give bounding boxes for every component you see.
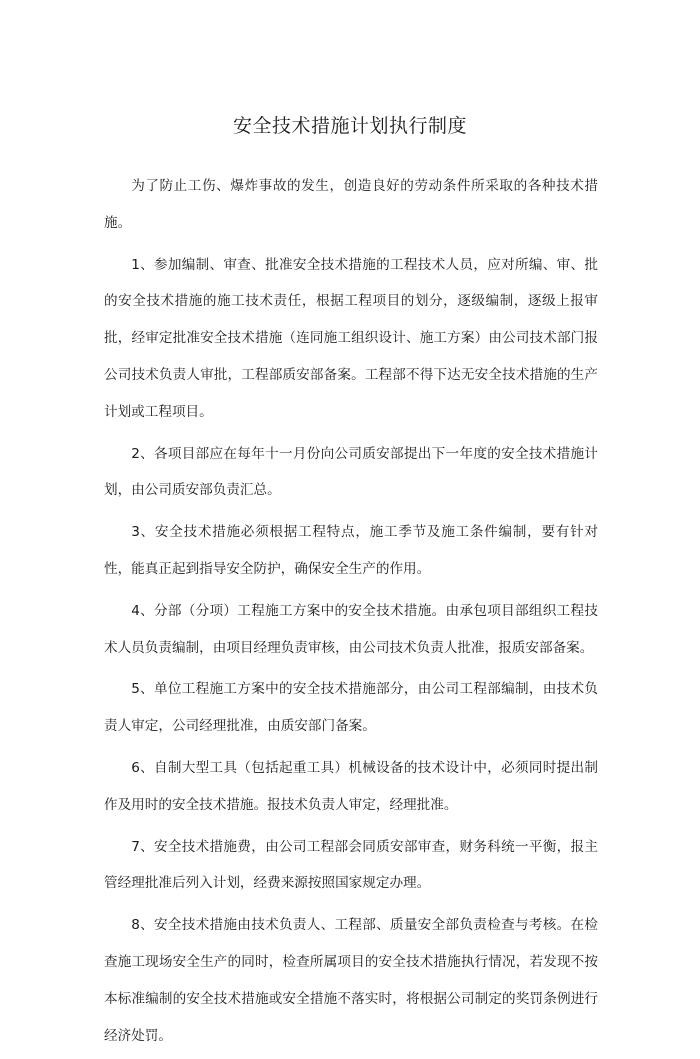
clause-4-paragraph: 4、分部（分项）工程施工方案中的安全技术措施。由承包项目部组织工程技术人员负责编制，由项目经理负责审核，由公司技术负责人批准，报质安部备案。 [104,602,598,656]
document-body [104,168,598,1059]
intro-paragraph: 为了防止工伤、爆炸事故的发生，创造良好的劳动条件所采取的各种技术措施。 [104,178,598,231]
clause-1-paragraph: 1、参加编制、审查、批准安全技术措施的工程技术人员，应对所编、审、批的安全技术措施的施工技术责任，根据工程项目的划分，逐级编制，逐级上报审批，经审定批准安全技术措施（连同施工组织设计、施工方案）由公司技术部门报公司技术负责人审批，工程部质安部备案。工程部不得下达无安全技术措施的生产计划或工程项目。 [104,256,598,420]
clause-3-paragraph: 3、安全技术措施必须根据工程特点，施工季节及施工条件编制，要有针对性，能真正起到指导安全防护，确保安全生产的作用。 [104,524,598,577]
clause-8-paragraph: 8、安全技术措施由技术负责人、工程部、质量安全部负责检查与考核。在检查施工现场安全生产的同时，检查所属项目的安全技术措施执行情况，若发现不按本标准编制的安全技术措施或安全措施不落实时，将根据公司制定的奖罚条例进行经济处罚。 [104,917,598,1044]
document-title: 安全技术措施计划执行制度 [232,115,467,137]
clause-5-paragraph: 5、单位工程施工方案中的安全技术措施部分，由公司工程部编制，由技术负责人审定，公司经理批准，由质安部门备案。 [104,681,598,735]
clause-6-paragraph: 6、自制大型工具（包括起重工具）机械设备的技术设计中，必须同时提出制作及用时的安全技术措施。报技术负责人审定，经理批准。 [104,759,598,813]
clause-7-paragraph: 7、安全技术措施费，由公司工程部会同质安部审查，财务科统一平衡，报主管经理批准后列入计划，经费来源按照国家规定办理。 [104,838,598,892]
clause-2-paragraph: 2、各项目部应在每年十一月份向公司质安部提出下一年度的安全技术措施计划，由公司质安部负责汇总。 [104,445,598,499]
